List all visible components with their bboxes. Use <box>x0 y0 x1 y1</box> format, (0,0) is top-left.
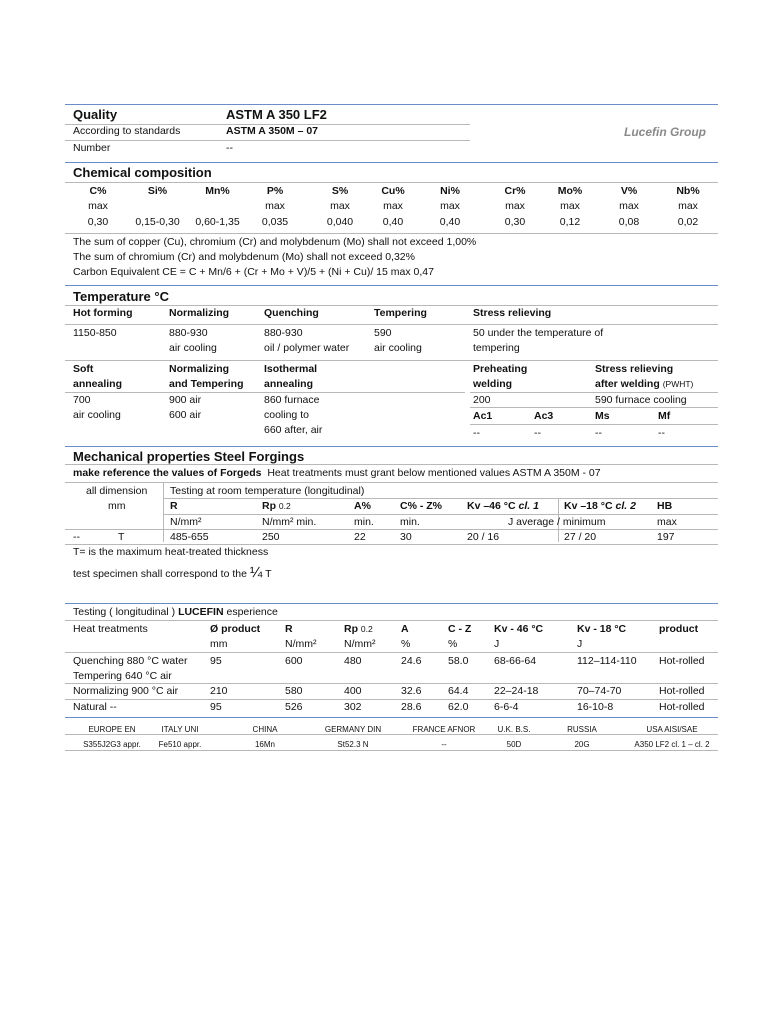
divider <box>65 140 470 141</box>
equiv-value: A350 LF2 cl. 1 – cl. 2 <box>634 740 710 749</box>
number-value: -- <box>226 142 233 154</box>
divider <box>65 324 718 325</box>
rp-value: 250 <box>262 531 280 543</box>
brand-name: Lucefin Group <box>624 125 706 139</box>
a-header: A% <box>354 500 371 512</box>
testing-label: Testing at room temperature (longitudinal) <box>170 485 365 497</box>
mech-title: Mechanical properties Steel Forgings <box>73 449 305 464</box>
chem-limit: max <box>330 200 350 212</box>
chem-note: The sum of copper (Cu), chromium (Cr) and molybdenum (Mo) shall not exceed 1,00% <box>73 236 477 248</box>
stress-relieving-value: 50 under the temperature of <box>473 327 604 339</box>
cz-value: 58.0 <box>448 655 469 667</box>
mech-subtitle-bold: make reference the values of Forgeds <box>73 467 262 479</box>
kv46-value: 68-66-64 <box>494 655 537 667</box>
equiv-value: 50D <box>506 740 522 749</box>
mf-label: Mf <box>658 410 671 422</box>
chem-value: 0,02 <box>677 216 699 228</box>
equiv-value: 16Mn <box>254 740 275 749</box>
chem-header: Nb% <box>676 185 700 197</box>
heat-treatment: Natural -- <box>73 701 117 713</box>
chem-value: 0,15-0,30 <box>135 216 180 228</box>
equiv-header: GERMANY DIN <box>324 725 382 734</box>
chem-header: V% <box>620 185 638 197</box>
chem-value: 0,08 <box>618 216 640 228</box>
chem-header: Mn% <box>205 185 230 197</box>
kv18-header: Kv - 18 °C <box>577 623 627 635</box>
equiv-header: EUROPE EN <box>88 725 136 734</box>
norm-tempering-value-2: 600 air <box>169 409 202 421</box>
divider <box>65 233 718 234</box>
product-value: Hot-rolled <box>659 655 705 667</box>
divider <box>65 305 718 306</box>
cz-value: 64.4 <box>448 685 469 697</box>
heat-treatments-header: Heat treatments <box>73 623 148 635</box>
kv18-value: 70–74-70 <box>577 685 622 697</box>
cz-unit: % <box>448 638 458 650</box>
equiv-header: FRANCE AFNOR <box>412 725 476 734</box>
stress-welding-value: 590 furnace cooling <box>595 394 687 406</box>
kv18-class: cl. 2 <box>615 500 636 512</box>
chem-value: 0,040 <box>326 216 354 228</box>
heat-treatment: Normalizing 900 °C air <box>73 685 179 697</box>
chem-limit: max <box>505 200 525 212</box>
chem-limit: max <box>265 200 285 212</box>
hot-forming-value: 1150-850 <box>73 327 117 339</box>
divider <box>65 544 718 545</box>
mech-subtitle: Heat treatments must grant below mentioned values ASTM A 350M - 07 <box>267 467 601 479</box>
divider <box>65 392 465 393</box>
preheating-value: 200 <box>473 394 491 406</box>
diameter-value: 95 <box>210 655 222 667</box>
divider <box>65 285 718 286</box>
cz-header: C - Z <box>448 623 472 635</box>
heat-treatment-2: Tempering 640 °C air <box>73 670 172 682</box>
hb-header: HB <box>657 500 673 512</box>
quenching-header: Quenching <box>264 307 319 319</box>
chem-header: Cu% <box>381 185 405 197</box>
isothermal-value-3: 660 after, air <box>264 424 323 436</box>
chem-limit: max <box>88 200 108 212</box>
divider <box>65 603 718 604</box>
quarter-fraction: ¼ <box>249 564 263 581</box>
mech-dash: -- <box>73 531 80 543</box>
equiv-header: ITALY UNI <box>161 725 199 734</box>
a-header: A <box>401 623 409 635</box>
standards-label: According to standards <box>73 125 181 137</box>
divider <box>470 424 718 425</box>
ms-label: Ms <box>595 410 610 422</box>
ac1-label: Ac1 <box>473 410 493 422</box>
isothermal-header-2: annealing <box>264 378 314 390</box>
isothermal-value-2: cooling to <box>264 409 309 421</box>
mf-value: -- <box>658 427 665 439</box>
pwht-label: (PWHT) <box>662 379 694 389</box>
a-unit: min. <box>354 516 374 528</box>
divider <box>470 392 718 393</box>
divider <box>65 360 718 361</box>
tempering-cooling: air cooling <box>374 342 422 354</box>
chem-limit: max <box>560 200 580 212</box>
normalizing-value: 880-930 <box>169 327 208 339</box>
r-header: R <box>285 623 293 635</box>
rp-value: 400 <box>344 685 362 697</box>
normalizing-header: Normalizing <box>169 307 230 319</box>
mm-unit: mm <box>210 638 228 650</box>
chem-limit: max <box>440 200 460 212</box>
r-header: R <box>170 500 178 512</box>
carbon-equivalent: Carbon Equivalent CE = C + Mn/6 + (Cr + Mo + V)/5 + (Ni + Cu)/ 15 max 0,47 <box>73 266 434 278</box>
equiv-value: 20G <box>574 740 590 749</box>
a-unit: % <box>401 638 411 650</box>
diameter-value: 210 <box>210 685 228 697</box>
a-value: 22 <box>354 531 366 543</box>
chem-value: 0,60-1,35 <box>195 216 240 228</box>
a-value: 28.6 <box>401 701 422 713</box>
hb-unit: max <box>657 516 677 528</box>
r-value: 526 <box>285 701 303 713</box>
soft-annealing-header-2: annealing <box>73 378 123 390</box>
chem-header: Mo% <box>557 185 583 197</box>
cz-value: 62.0 <box>448 701 469 713</box>
chem-header: S% <box>331 185 349 197</box>
r-unit: N/mm² <box>170 516 202 528</box>
divider <box>65 750 718 751</box>
isothermal-value: 860 furnace <box>264 394 320 406</box>
rp-unit: N/mm² <box>344 638 376 650</box>
soft-annealing-value: 700 <box>73 394 91 406</box>
testing-title-end: esperience <box>226 606 278 618</box>
standards-value: ASTM A 350M – 07 <box>226 125 319 137</box>
divider <box>65 699 718 700</box>
temp-title: Temperature °C <box>73 289 169 304</box>
divider <box>163 498 718 499</box>
chem-header: C% <box>89 185 107 197</box>
equiv-header: USA AISI/SAE <box>646 725 698 734</box>
quenching-value: 880-930 <box>264 327 303 339</box>
preheating-header-2: welding <box>473 378 513 390</box>
rp-header: Rp <box>262 500 276 512</box>
chem-limit: max <box>619 200 639 212</box>
chem-title: Chemical composition <box>73 165 212 180</box>
stress-relieving-value-2: tempering <box>473 342 520 354</box>
divider <box>163 514 718 515</box>
quality-label: Quality <box>73 107 118 122</box>
heat-treatment: Quenching 880 °C water <box>73 655 188 667</box>
testing-title: Testing ( longitudinal ) <box>73 606 176 618</box>
hb-value: 197 <box>657 531 675 543</box>
dimension-label: all dimension <box>86 485 148 497</box>
isothermal-header: Isothermal <box>264 363 318 375</box>
divider <box>65 734 718 735</box>
stress-welding-header: Stress relieving <box>595 363 674 375</box>
rp-value: 302 <box>344 701 362 713</box>
divider <box>65 717 718 718</box>
equiv-value: S355J2G3 appr. <box>83 740 141 749</box>
cz-unit: min. <box>400 516 420 528</box>
divider <box>65 683 718 684</box>
divider <box>65 182 718 183</box>
normalizing-cooling: air cooling <box>169 342 217 354</box>
lucefin-label: LUCEFIN <box>178 606 224 618</box>
number-label: Number <box>73 142 111 154</box>
rp-header: Rp <box>344 623 358 635</box>
diameter-header: Ø product <box>210 623 261 635</box>
kv46-value: 6-6-4 <box>494 701 519 713</box>
diameter-value: 95 <box>210 701 222 713</box>
rp-value: 480 <box>344 655 362 667</box>
chem-value: 0,40 <box>382 216 404 228</box>
r-value: 600 <box>285 655 303 667</box>
preheating-header: Preheating <box>473 363 528 375</box>
rp-subscript: 0.2 <box>278 501 291 511</box>
kv18-value: 27 / 20 <box>564 531 597 543</box>
kv46-unit: J <box>494 638 500 650</box>
tempering-value: 590 <box>374 327 392 339</box>
r-value: 485-655 <box>170 531 209 543</box>
r-unit: N/mm² <box>285 638 317 650</box>
kv46-header: Kv –46 °C <box>467 500 516 512</box>
kv46-header: Kv - 46 °C <box>494 623 544 635</box>
thickness-note: T= is the maximum heat-treated thickness <box>73 546 269 558</box>
equiv-header: U.K. B.S. <box>497 725 531 734</box>
kv46-value: 20 / 16 <box>467 531 500 543</box>
norm-tempering-value: 900 air <box>169 394 202 406</box>
divider <box>163 482 164 542</box>
divider <box>65 162 718 163</box>
kv18-header: Kv –18 °C <box>564 500 613 512</box>
chem-value: 0,30 <box>87 216 109 228</box>
kv46-class: cl. 1 <box>518 500 539 512</box>
dimension-unit: mm <box>108 500 126 512</box>
equiv-value: St52.3 N <box>337 740 369 749</box>
norm-tempering-header: Normalizing <box>169 363 230 375</box>
chem-value: 0,035 <box>261 216 289 228</box>
equiv-header: CHINA <box>252 725 278 734</box>
divider <box>65 446 718 447</box>
chem-header: Si% <box>147 185 168 197</box>
divider <box>65 104 718 105</box>
kv-unit: J average / minimum <box>508 516 606 528</box>
chem-header: P% <box>266 185 284 197</box>
quality-value: ASTM A 350 LF2 <box>226 107 327 122</box>
kv46-value: 22–24-18 <box>494 685 539 697</box>
chem-limit: max <box>678 200 698 212</box>
chem-header: Cr% <box>504 185 526 197</box>
divider <box>470 407 718 408</box>
stress-relieving-header: Stress relieving <box>473 307 552 319</box>
quenching-cooling: oil / polymer water <box>264 342 350 354</box>
kv18-unit: J <box>577 638 583 650</box>
divider <box>65 620 718 621</box>
product-header: product <box>659 623 699 635</box>
mech-thickness: T <box>118 531 125 543</box>
chem-limit: max <box>383 200 403 212</box>
equiv-value: -- <box>441 740 447 749</box>
specimen-note: test specimen shall correspond to the <box>73 568 247 580</box>
divider <box>65 464 718 465</box>
ms-value: -- <box>595 427 602 439</box>
equiv-header: RUSSIA <box>567 725 597 734</box>
rp-subscript: 0.2 <box>360 624 373 634</box>
chem-value: 0,12 <box>559 216 581 228</box>
divider <box>65 652 718 653</box>
cz-header: C% - Z% <box>400 500 442 512</box>
stress-welding-header-2: after welding <box>595 378 660 390</box>
kv18-value: 16-10-8 <box>577 701 614 713</box>
chem-value: 0,40 <box>439 216 461 228</box>
hot-forming-header: Hot forming <box>73 307 133 319</box>
ac3-value: -- <box>534 427 541 439</box>
kv18-value: 112–114-110 <box>577 655 637 667</box>
chem-note: The sum of chromium (Cr) and molybdenum (Mo) shall not exceed 0,32% <box>73 251 415 263</box>
tempering-header: Tempering <box>374 307 427 319</box>
cz-value: 30 <box>400 531 412 543</box>
ac1-value: -- <box>473 427 480 439</box>
soft-annealing-cooling: air cooling <box>73 409 121 421</box>
chem-value: 0,30 <box>504 216 526 228</box>
chem-header: Ni% <box>440 185 460 197</box>
equiv-value: Fe510 appr. <box>158 740 202 749</box>
rp-unit: N/mm² min. <box>262 516 317 528</box>
specimen-note-end: T <box>265 568 272 580</box>
r-value: 580 <box>285 685 303 697</box>
divider <box>65 529 718 530</box>
norm-tempering-header-2: and Tempering <box>169 378 244 390</box>
ac3-label: Ac3 <box>534 410 554 422</box>
soft-annealing-header: Soft <box>73 363 94 375</box>
a-value: 24.6 <box>401 655 422 667</box>
product-value: Hot-rolled <box>659 701 705 713</box>
a-value: 32.6 <box>401 685 422 697</box>
product-value: Hot-rolled <box>659 685 705 697</box>
